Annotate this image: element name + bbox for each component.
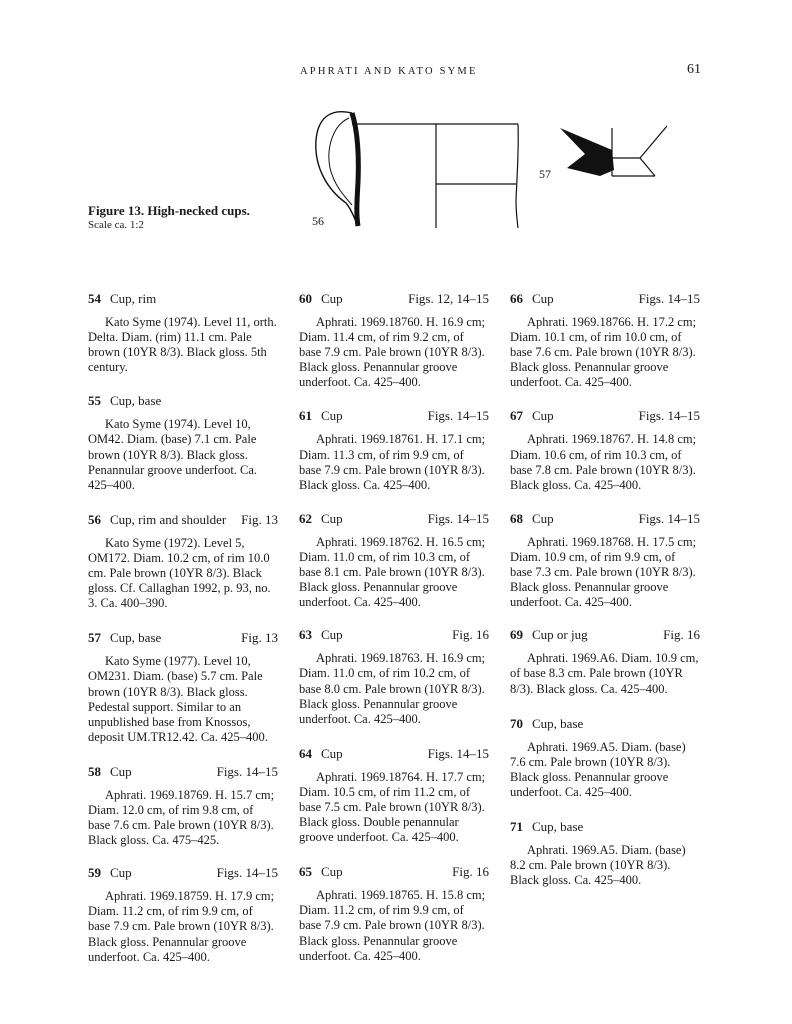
entry-description: Aphrati. 1969.18761. H. 17.1 cm; Diam. 11.3 cm, of rim 9.9 cm, of base 7.9 cm. Pale brown (10YR 8/3). Black gloss. Ca. 425–400. xyxy=(299,432,486,492)
caption-title: Figure 13. High-necked cups. xyxy=(88,203,250,218)
entry-number: 65 xyxy=(299,864,312,880)
entry-description: Aphrati. 1969.18760. H. 16.9 cm; Diam. 11.4 cm, of rim 9.2 cm, of base 7.9 cm. Pale brown (10YR 8/3). Black gloss. Penannular groove underfoot. Ca. 425–400. xyxy=(299,315,486,390)
entry-heading xyxy=(510,511,700,527)
figure-reference: Figs. 12, 14–15 xyxy=(408,291,489,306)
entry-number: 69 xyxy=(510,627,523,643)
sherd-56-gloss xyxy=(352,113,358,226)
figure-reference: Figs. 14–15 xyxy=(427,745,489,761)
figure-reference: Fig. 16 xyxy=(452,627,489,643)
entry-number: 64 xyxy=(299,745,312,761)
column-2 xyxy=(299,291,489,964)
entry-description: Kato Syme (1977). Level 10, OM231. Diam. (base) 5.7 cm. Pale brown (10YR 8/3). Black gloss. Pedestal support. Similar to an unpublished base from Knossos, deposit UM.TR12.42. Ca. 425–400. xyxy=(88,654,268,744)
vessel-56-right-profile xyxy=(516,124,518,228)
entry-number: 62 xyxy=(299,510,312,526)
catalogue-entry xyxy=(510,716,700,800)
entry-heading xyxy=(299,864,489,880)
figure-reference: Figs. 14–15 xyxy=(427,408,489,424)
entry-title: Cup, base xyxy=(532,715,584,731)
catalogue-entry xyxy=(88,291,278,375)
figure-label-56: 56 xyxy=(312,214,324,228)
entry-heading xyxy=(88,393,278,409)
entry-title: Cup xyxy=(321,627,343,643)
entry-description: Kato Syme (1972). Level 5, OM172. Diam. 10.2 cm, of rim 10.0 cm. Pale brown (10YR 8/3). Black gloss. Cf. Callaghan 1992, p. 93, no. 3. Ca. 400–390. xyxy=(88,535,271,611)
entry-description: Aphrati. 1969.A5. Diam. (base) 7.6 cm. Pale brown (10YR 8/3). Black gloss. Penannular groove underfoot. Ca. 425–400. xyxy=(510,739,686,799)
entry-title: Cup xyxy=(532,510,554,526)
entry-number: 58 xyxy=(88,763,101,779)
catalogue-entry xyxy=(510,819,700,888)
entry-heading xyxy=(88,764,278,780)
entry-number: 55 xyxy=(88,393,101,409)
entry-number: 68 xyxy=(510,510,523,526)
entry-title: Cup, rim xyxy=(110,291,157,306)
entry-description: Aphrati. 1969.18764. H. 17.7 cm; Diam. 10.5 cm, of rim 11.2 cm, of base 7.5 cm. Pale brown (10YR 8/3). Black gloss. Double penannular groove underfoot. Ca. 425–400. xyxy=(299,769,486,845)
column-1 xyxy=(88,291,278,965)
entry-number: 63 xyxy=(299,627,312,643)
entry-heading xyxy=(299,408,489,424)
catalogue-entry xyxy=(88,512,278,611)
figure-reference: Figs. 14–15 xyxy=(216,763,278,779)
figure-13 xyxy=(0,0,792,250)
catalogue-entry xyxy=(88,764,278,848)
figure-reference: Fig. 16 xyxy=(452,864,489,880)
catalogue-entry xyxy=(299,408,489,492)
entry-title: Cup xyxy=(532,408,554,424)
entry-description: Aphrati. 1969.18763. H. 16.9 cm; Diam. 11.0 cm, of rim 10.2 cm, of base 8.0 cm. Pale brown (10YR 8/3). Black gloss. Penannular groove underfoot. Ca. 425–400. xyxy=(299,651,486,726)
entry-heading xyxy=(299,627,489,643)
catalogue-entry xyxy=(299,864,489,963)
entry-description: Kato Syme (1974). Level 11, orth. Delta. Diam. (rim) 11.1 cm. Pale brown (10YR 8/3). Black gloss. 5th century. xyxy=(88,315,277,375)
entry-heading xyxy=(88,865,278,881)
catalogue-entry xyxy=(299,746,489,845)
catalogue-entry xyxy=(510,408,700,492)
column-3 xyxy=(510,291,700,888)
figure-reference: Fig. 13 xyxy=(241,511,278,527)
figure-reference: Figs. 14–15 xyxy=(638,510,700,526)
running-head: APHRATI AND KATO SYME xyxy=(300,66,478,77)
figure-reference: Figs. 14–15 xyxy=(638,291,700,306)
entry-title: Cup or jug xyxy=(532,627,588,643)
catalogue-entry xyxy=(88,630,278,745)
entry-title: Cup, base xyxy=(110,630,162,646)
entry-number: 59 xyxy=(88,865,101,881)
figure-reference: Figs. 14–15 xyxy=(216,865,278,881)
entry-description: Aphrati. 1969.18769. H. 15.7 cm; Diam. 12.0 cm, of rim 9.8 cm, of base 7.6 cm. Pale brown (10YR 8/3). Black gloss. Ca. 475–425. xyxy=(88,787,275,848)
entry-number: 60 xyxy=(299,291,312,306)
figure-reference: Fig. 16 xyxy=(663,627,700,643)
entry-number: 56 xyxy=(88,511,101,527)
catalogue-entry xyxy=(510,511,700,610)
entry-title: Cup, base xyxy=(110,393,162,409)
catalogue-entry xyxy=(510,291,700,390)
entry-description: Kato Syme (1974). Level 10, OM42. Diam. (base) 7.1 cm. Pale brown (10YR 8/3). Black gloss. Penannular groove underfoot. Ca. 425–400. xyxy=(88,417,258,492)
entry-description: Aphrati. 1969.18768. H. 17.5 cm; Diam. 10.9 cm, of rim 9.9 cm, of base 7.3 cm. Pale brown (10YR 8/3). Black gloss. Penannular groove underfoot. Ca. 425–400. xyxy=(510,534,697,610)
catalogue-entry xyxy=(88,393,278,492)
entry-title: Cup xyxy=(321,745,343,761)
entry-heading xyxy=(88,630,278,646)
sherd-56-inner xyxy=(329,118,352,205)
entry-number: 54 xyxy=(88,291,101,306)
entry-description: Aphrati. 1969.A5. Diam. (base) 8.2 cm. Pale brown (10YR 8/3). Black gloss. Ca. 425–400. xyxy=(510,842,686,888)
catalogue-entry xyxy=(299,627,489,726)
entry-heading xyxy=(299,511,489,527)
catalogue-entry xyxy=(299,291,489,390)
entry-title: Cup xyxy=(321,291,343,306)
entry-description: Aphrati. 1969.18762. H. 16.5 cm; Diam. 11.0 cm, of rim 10.3 cm, of base 8.1 cm. Pale brown (10YR 8/3). Black gloss. Penannular groove underfoot. Ca. 425–400. xyxy=(299,534,486,610)
caption-scale: Scale ca. 1:2 xyxy=(88,219,144,231)
entry-title: Cup xyxy=(532,291,554,306)
sherd-57-gloss xyxy=(560,128,614,176)
entry-heading xyxy=(510,819,700,835)
entry-title: Cup xyxy=(321,408,343,424)
entry-heading xyxy=(88,291,278,307)
figure-reference: Figs. 14–15 xyxy=(638,408,700,424)
entry-number: 71 xyxy=(510,818,523,834)
entry-number: 66 xyxy=(510,291,523,306)
entry-heading xyxy=(299,746,489,762)
entry-heading xyxy=(299,291,489,307)
entry-heading xyxy=(88,512,278,528)
entry-description: Aphrati. 1969.18767. H. 14.8 cm; Diam. 10.6 cm, of rim 10.3 cm, of base 7.8 cm. Pale brown (10YR 8/3). Black gloss. Ca. 425–400. xyxy=(510,432,697,492)
entry-number: 57 xyxy=(88,630,101,646)
entry-number: 67 xyxy=(510,408,523,424)
figure-caption xyxy=(88,204,250,232)
vessel-57-foot-line xyxy=(640,158,655,176)
vessel-57-wall-line xyxy=(640,126,667,158)
catalogue-entry xyxy=(299,511,489,610)
figure-reference: Figs. 14–15 xyxy=(427,510,489,526)
entry-number: 61 xyxy=(299,408,312,424)
catalogue-entry xyxy=(510,627,700,696)
entry-description: Aphrati. 1969.18766. H. 17.2 cm; Diam. 10.1 cm, of rim 10.0 cm, of base 7.6 cm. Pale brown (10YR 8/3). Black gloss. Penannular groove underfoot. Ca. 425–400. xyxy=(510,315,697,390)
entry-title: Cup xyxy=(321,864,343,880)
entry-heading xyxy=(510,291,700,307)
figure-label-57: 57 xyxy=(539,167,551,181)
entry-title: Cup xyxy=(110,763,132,779)
entry-heading xyxy=(510,408,700,424)
entry-description: Aphrati. 1969.A6. Diam. 10.9 cm, of base 8.3 cm. Pale brown (10YR 8/3). Black gloss. Ca. 425–400. xyxy=(510,651,699,696)
entry-title: Cup xyxy=(321,510,343,526)
entry-title: Cup xyxy=(110,865,132,881)
entry-title: Cup, rim and shoulder xyxy=(110,511,227,527)
entry-description: Aphrati. 1969.18759. H. 17.9 cm; Diam. 11.2 cm, of rim 9.9 cm, of base 7.9 cm. Pale brown (10YR 8/3). Black gloss. Penannular groove underfoot. Ca. 425–400. xyxy=(88,889,275,964)
figure-reference: Fig. 13 xyxy=(241,630,278,646)
entry-heading xyxy=(510,716,700,732)
entry-heading xyxy=(510,627,700,643)
entry-title: Cup, base xyxy=(532,818,584,834)
entry-description: Aphrati. 1969.18765. H. 15.8 cm; Diam. 11.2 cm, of rim 9.9 cm, of base 7.9 cm. Pale brown (10YR 8/3). Black gloss. Penannular groove underfoot. Ca. 425–400. xyxy=(299,888,486,963)
page-number: 61 xyxy=(687,62,701,77)
entry-number: 70 xyxy=(510,715,523,731)
catalogue-entry xyxy=(88,865,278,964)
